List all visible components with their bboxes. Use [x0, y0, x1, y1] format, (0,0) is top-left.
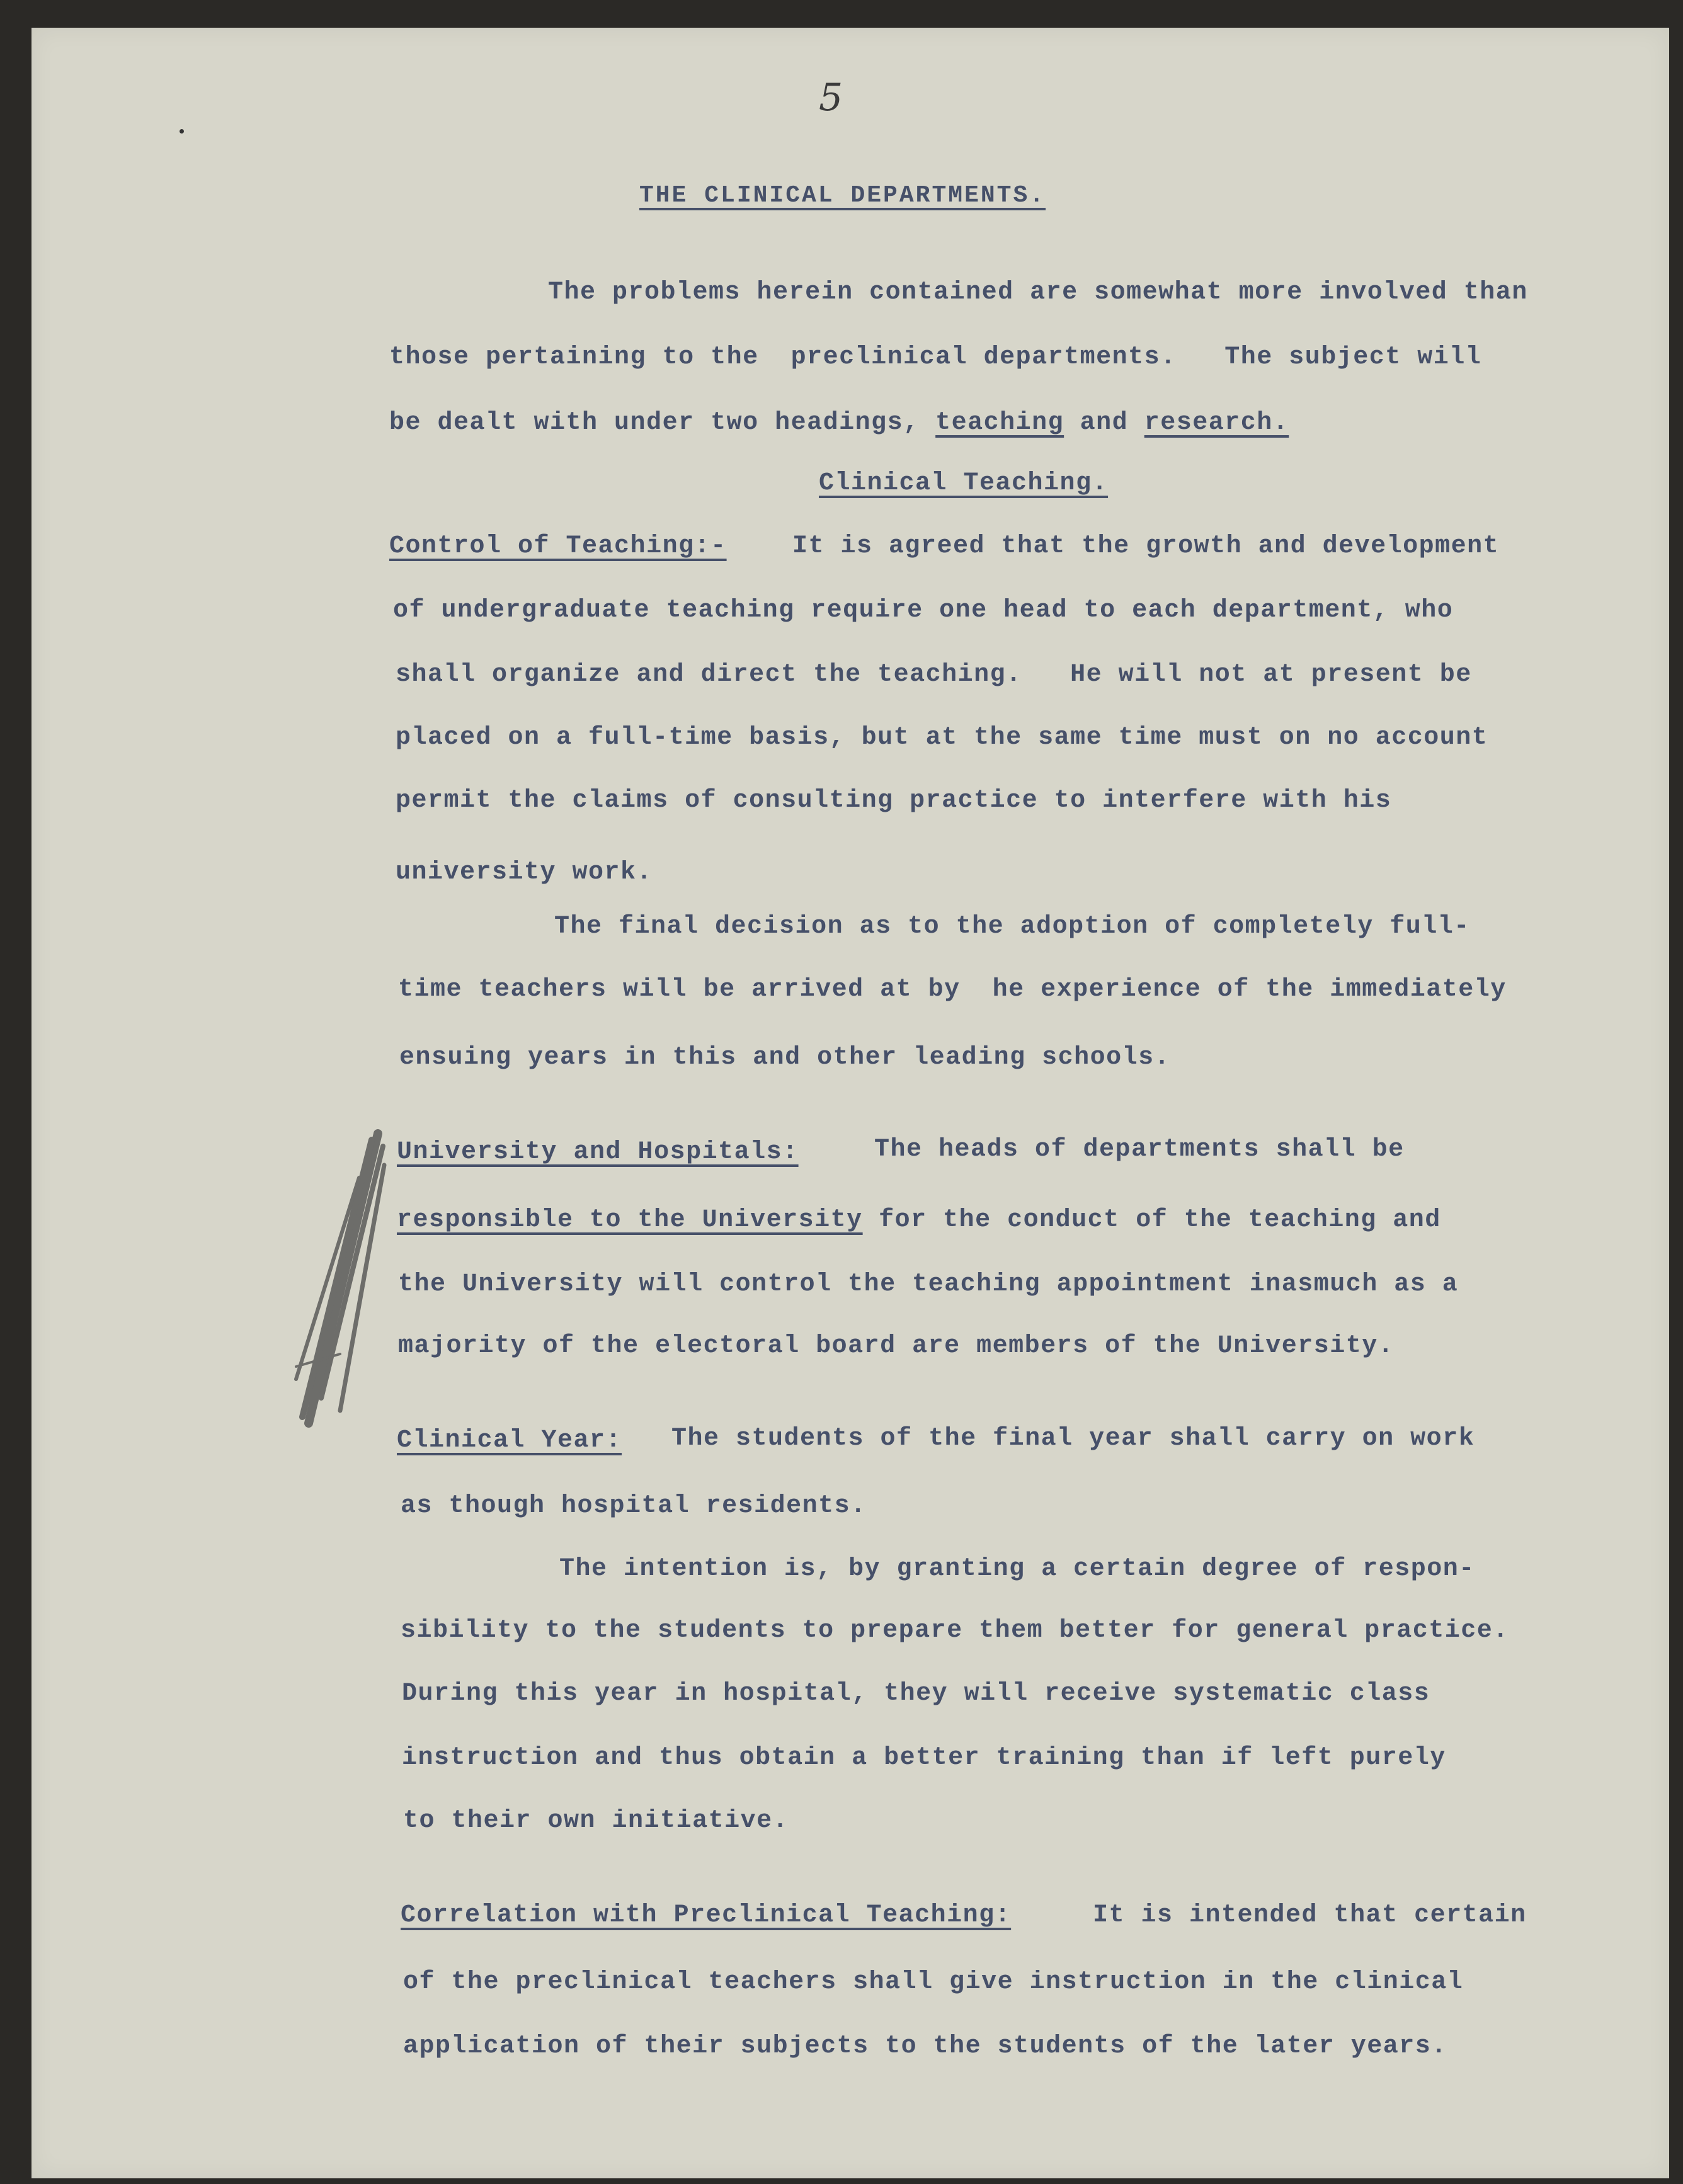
clinical-year-line-3: The intention is, by granting a certain degree of respon-	[559, 1555, 1475, 1583]
control-line-4: placed on a full-time basis, but at the same time must on no account	[396, 724, 1488, 752]
control-line-3: shall organize and direct the teaching. He will not at present be	[396, 661, 1472, 689]
university-line-1: The heads of departments shall be	[874, 1135, 1405, 1164]
control-para2-line-2: time teachers will be arrived at by he experience of the immediately	[398, 975, 1507, 1004]
university-line-3: the University will control the teaching appointment inasmuch as a	[398, 1270, 1459, 1299]
university-line-4: majority of the electoral board are members of the University.	[398, 1332, 1395, 1360]
university-underlined-phrase: responsible to the University	[397, 1206, 863, 1234]
section-heading: Clinical Teaching.	[819, 469, 1109, 498]
correlation-line-2: of the preclinical teachers shall give instruction in the clinical	[403, 1968, 1464, 1996]
clinical-year-heading: Clinical Year:	[397, 1426, 622, 1455]
university-heading: University and Hospitals:	[397, 1138, 799, 1166]
clinical-year-line-6: instruction and thus obtain a better training than if left purely	[402, 1744, 1446, 1772]
ink-speck	[180, 129, 184, 134]
correlation-line-3: application of their subjects to the students of the later years.	[403, 2032, 1447, 2061]
clinical-year-line-7: to their own initiative.	[403, 1807, 789, 1835]
control-line-1: It is agreed that the growth and development	[792, 532, 1500, 560]
intro-line-1: The problems herein contained are somewhat more involved than	[548, 278, 1528, 307]
clinical-year-line-1: The students of the final year shall carry on work	[671, 1425, 1475, 1453]
page-title: THE CLINICAL DEPARTMENTS.	[639, 182, 1046, 209]
heading-research: research.	[1144, 409, 1289, 437]
clinical-year-line-4: sibility to the students to prepare them better for general practice.	[401, 1617, 1509, 1645]
clinical-year-line-2: as though hospital residents.	[401, 1492, 867, 1520]
correlation-line-1: It is intended that certain	[1093, 1901, 1527, 1930]
control-line-5: permit the claims of consulting practice to interfere with his	[396, 787, 1392, 815]
control-line-2: of undergraduate teaching require one head to each department, who	[393, 596, 1454, 625]
control-line-6: university work.	[396, 858, 653, 887]
pencil-margin-mark	[283, 1127, 391, 1430]
clinical-year-line-5: During this year in hospital, they will receive systematic class	[402, 1680, 1430, 1708]
heading-teaching: teaching	[935, 409, 1064, 437]
intro-line-2: those pertaining to the preclinical departments. The subject will	[389, 343, 1482, 372]
control-heading: Control of Teaching:-	[389, 532, 727, 560]
intro-line-3: be dealt with under two headings, teaching and research.	[389, 409, 1289, 437]
page-number: 5	[819, 76, 843, 120]
control-para2-line-1: The final decision as to the adoption of completely full-	[554, 913, 1470, 941]
correlation-heading: Correlation with Preclinical Teaching:	[401, 1901, 1012, 1930]
university-line-2: responsible to the University for the conduct of the teaching and	[397, 1206, 1441, 1234]
control-para2-line-3: ensuing years in this and other leading schools.	[399, 1044, 1171, 1072]
